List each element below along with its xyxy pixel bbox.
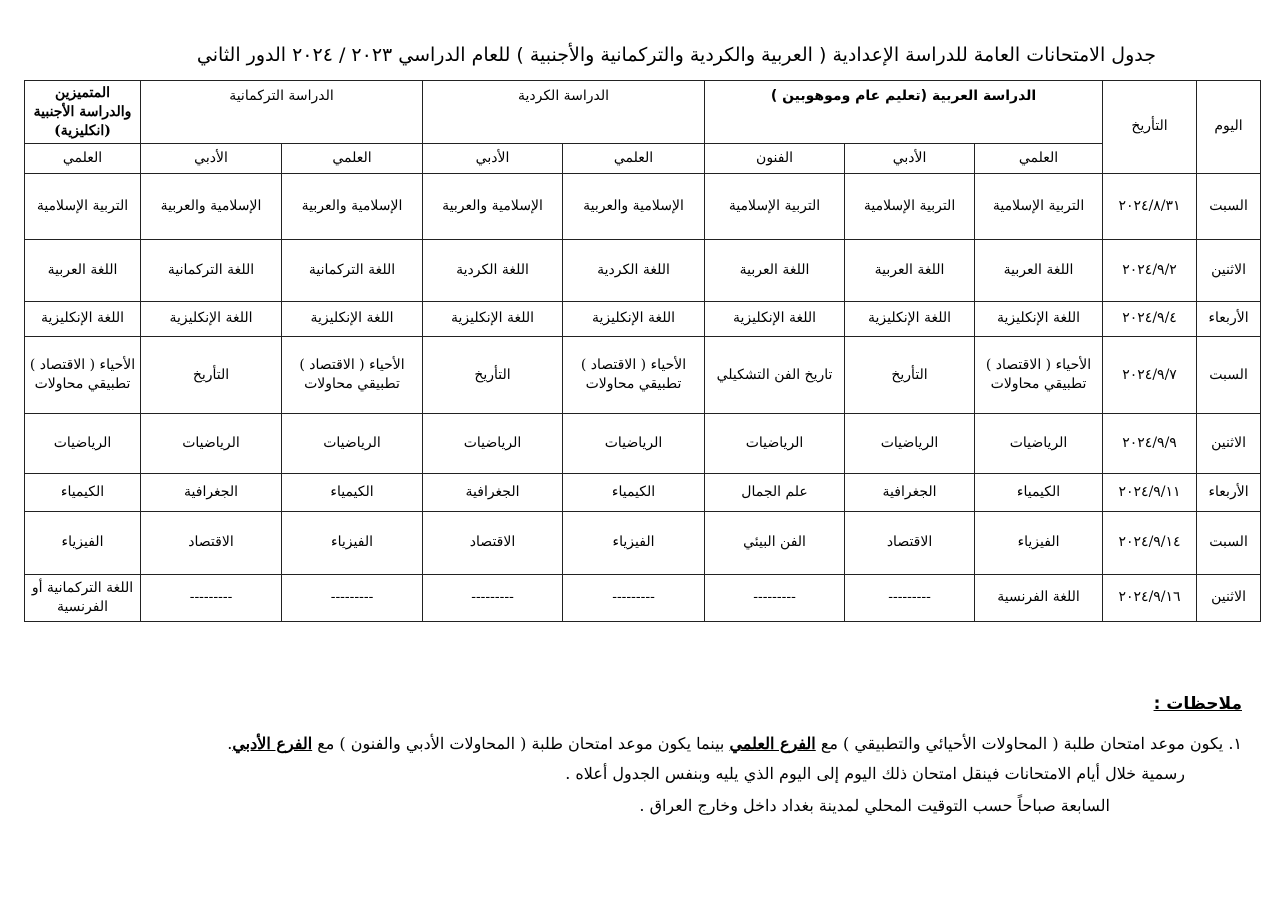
date-cell: ٢٠٢٤/٩/١٤ bbox=[1103, 512, 1197, 574]
subject-cell: اللغة التركمانية bbox=[282, 240, 423, 301]
subject-cell: --------- bbox=[282, 574, 423, 621]
notes-title: ملاحظات : bbox=[1153, 694, 1242, 714]
subject-cell: اللغة الإنكليزية bbox=[423, 301, 563, 336]
day-cell: السبت bbox=[1197, 336, 1261, 414]
table-row bbox=[25, 336, 1261, 414]
subject-cell: اللغة العربية bbox=[25, 240, 141, 301]
subject-cell: الرياضيات bbox=[423, 414, 563, 473]
subject-cell: الإسلامية والعربية bbox=[423, 173, 563, 239]
subject-cell: الاقتصاد bbox=[845, 512, 975, 574]
date-cell: ٢٠٢٤/٩/١٦ bbox=[1103, 574, 1197, 621]
subject-cell: الأحياء ( الاقتصاد ) تطبيقي محاولات bbox=[975, 336, 1103, 414]
header-branch-arabic-arts: الفنون bbox=[705, 144, 845, 173]
header-branch-turkmen-literary: الأدبي bbox=[141, 144, 282, 173]
subject-cell: اللغة الإنكليزية bbox=[975, 301, 1103, 336]
note-1 bbox=[227, 734, 1242, 753]
day-cell: الأربعاء bbox=[1197, 473, 1261, 511]
date-cell: ٢٠٢٤/٨/٣١ bbox=[1103, 173, 1197, 239]
subject-cell: علم الجمال bbox=[705, 473, 845, 511]
date-cell: ٢٠٢٤/٩/٢ bbox=[1103, 240, 1197, 301]
subject-cell: اللغة الإنكليزية bbox=[282, 301, 423, 336]
header-group-turkmen: الدراسة التركمانية bbox=[141, 81, 423, 144]
day-cell: الاثنين bbox=[1197, 414, 1261, 473]
subject-cell: الإسلامية والعربية bbox=[141, 173, 282, 239]
subject-cell: التأريخ bbox=[423, 336, 563, 414]
subject-cell: الرياضيات bbox=[141, 414, 282, 473]
subject-cell: الكيمياء bbox=[975, 473, 1103, 511]
subject-cell: اللغة الإنكليزية bbox=[563, 301, 705, 336]
subject-cell: اللغة الفرنسية bbox=[975, 574, 1103, 621]
day-cell: الاثنين bbox=[1197, 574, 1261, 621]
note-2: رسمية خلال أيام الامتحانات فينقل امتحان ذلك اليوم إلى اليوم الذي يليه وبنفس الجدول أعلاه . bbox=[565, 764, 1185, 783]
header-branch-turkmen-science: العلمي bbox=[282, 144, 423, 173]
subject-cell: الأحياء ( الاقتصاد ) تطبيقي محاولات bbox=[563, 336, 705, 414]
date-cell: ٢٠٢٤/٩/٧ bbox=[1103, 336, 1197, 414]
table-row bbox=[25, 301, 1261, 336]
subject-cell: --------- bbox=[705, 574, 845, 621]
subject-cell: --------- bbox=[423, 574, 563, 621]
note-1-bold1: الفرع العلمي bbox=[729, 734, 816, 753]
subject-cell: التربية الإسلامية bbox=[845, 173, 975, 239]
subject-cell: الفيزياء bbox=[975, 512, 1103, 574]
subject-cell: الفن البيئي bbox=[705, 512, 845, 574]
exam-schedule-table bbox=[24, 80, 1261, 622]
date-cell: ٢٠٢٤/٩/٤ bbox=[1103, 301, 1197, 336]
day-cell: السبت bbox=[1197, 512, 1261, 574]
header-group-excellent: المتميزين والدراسة الأجنبية (انكليزية) bbox=[25, 81, 141, 144]
day-cell: الاثنين bbox=[1197, 240, 1261, 301]
header-branch-arabic-science: العلمي bbox=[975, 144, 1103, 173]
subject-cell: الاقتصاد bbox=[141, 512, 282, 574]
subject-cell: الكيمياء bbox=[25, 473, 141, 511]
subject-cell: --------- bbox=[845, 574, 975, 621]
subject-cell: الرياضيات bbox=[282, 414, 423, 473]
header-branch-kurdish-science: العلمي bbox=[563, 144, 705, 173]
subject-cell: الفيزياء bbox=[563, 512, 705, 574]
subject-cell: الأحياء ( الاقتصاد ) تطبيقي محاولات bbox=[282, 336, 423, 414]
subject-cell: الأحياء ( الاقتصاد ) تطبيقي محاولات bbox=[25, 336, 141, 414]
subject-cell: الرياضيات bbox=[563, 414, 705, 473]
table-row bbox=[25, 414, 1261, 473]
subject-cell: الجغرافية bbox=[845, 473, 975, 511]
subject-cell: اللغة التركمانية أو الفرنسية bbox=[25, 574, 141, 621]
header-group-kurdish: الدراسة الكردية bbox=[423, 81, 705, 144]
day-cell: السبت bbox=[1197, 173, 1261, 239]
header-row-groups bbox=[25, 81, 1261, 144]
subject-cell: اللغة العربية bbox=[845, 240, 975, 301]
subject-cell: التأريخ bbox=[141, 336, 282, 414]
subject-cell: التربية الإسلامية bbox=[705, 173, 845, 239]
subject-cell: اللغة العربية bbox=[705, 240, 845, 301]
subject-cell: اللغة التركمانية bbox=[141, 240, 282, 301]
subject-cell: الاقتصاد bbox=[423, 512, 563, 574]
subject-cell: اللغة الإنكليزية bbox=[845, 301, 975, 336]
subject-cell: التربية الإسلامية bbox=[25, 173, 141, 239]
subject-cell: الإسلامية والعربية bbox=[563, 173, 705, 239]
subject-cell: اللغة الكردية bbox=[423, 240, 563, 301]
subject-cell: التربية الإسلامية bbox=[975, 173, 1103, 239]
table-row bbox=[25, 240, 1261, 301]
subject-cell: الجغرافية bbox=[423, 473, 563, 511]
date-cell: ٢٠٢٤/٩/٩ bbox=[1103, 414, 1197, 473]
header-branch-kurdish-literary: الأدبي bbox=[423, 144, 563, 173]
page-title: جدول الامتحانات العامة للدراسة الإعدادية ( العربية والكردية والتركمانية والأجنبية ) للعام الدراسي ٢٠٢٣ / ٢٠٢٤ الدور الثاني bbox=[196, 44, 1156, 66]
subject-cell: الكيمياء bbox=[282, 473, 423, 511]
subject-cell: الكيمياء bbox=[563, 473, 705, 511]
subject-cell: --------- bbox=[141, 574, 282, 621]
day-cell: الأربعاء bbox=[1197, 301, 1261, 336]
header-day: اليوم bbox=[1197, 81, 1261, 174]
table-row bbox=[25, 473, 1261, 511]
note-1-bold2: الفرع الأدبي bbox=[232, 734, 313, 753]
table-row bbox=[25, 574, 1261, 621]
subject-cell: اللغة الإنكليزية bbox=[25, 301, 141, 336]
table-row bbox=[25, 512, 1261, 574]
header-row-branches bbox=[25, 144, 1261, 173]
subject-cell: --------- bbox=[563, 574, 705, 621]
subject-cell: الفيزياء bbox=[282, 512, 423, 574]
subject-cell: اللغة الكردية bbox=[563, 240, 705, 301]
header-date: التأريخ bbox=[1103, 81, 1197, 174]
schedule-body bbox=[25, 173, 1261, 621]
subject-cell: اللغة الإنكليزية bbox=[141, 301, 282, 336]
subject-cell: التأريخ bbox=[845, 336, 975, 414]
subject-cell: الرياضيات bbox=[25, 414, 141, 473]
subject-cell: الرياضيات bbox=[845, 414, 975, 473]
subject-cell: اللغة العربية bbox=[975, 240, 1103, 301]
date-cell: ٢٠٢٤/٩/١١ bbox=[1103, 473, 1197, 511]
header-group-arabic: الدراسة العربية (تعليم عام وموهوبين ) bbox=[705, 81, 1103, 144]
subject-cell: تاريخ الفن التشكيلي bbox=[705, 336, 845, 414]
note-1-part2: بينما يكون موعد امتحان طلبة ( المحاولات الأدبي والفنون ) مع bbox=[312, 734, 730, 753]
subject-cell: الجغرافية bbox=[141, 473, 282, 511]
subject-cell: الفيزياء bbox=[25, 512, 141, 574]
note-1-part1: ١. يكون موعد امتحان طلبة ( المحاولات الأحيائي والتطبيقي ) مع bbox=[815, 734, 1242, 753]
header-branch-arabic-literary: الأدبي bbox=[845, 144, 975, 173]
header-branch-excellent-science: العلمي bbox=[25, 144, 141, 173]
subject-cell: الرياضيات bbox=[975, 414, 1103, 473]
note-1-part3: . bbox=[227, 734, 233, 753]
note-3: السابعة صباحاً حسب التوقيت المحلي لمدينة بغداد داخل وخارج العراق . bbox=[639, 796, 1110, 815]
table-row bbox=[25, 173, 1261, 239]
subject-cell: الإسلامية والعربية bbox=[282, 173, 423, 239]
subject-cell: الرياضيات bbox=[705, 414, 845, 473]
subject-cell: اللغة الإنكليزية bbox=[705, 301, 845, 336]
